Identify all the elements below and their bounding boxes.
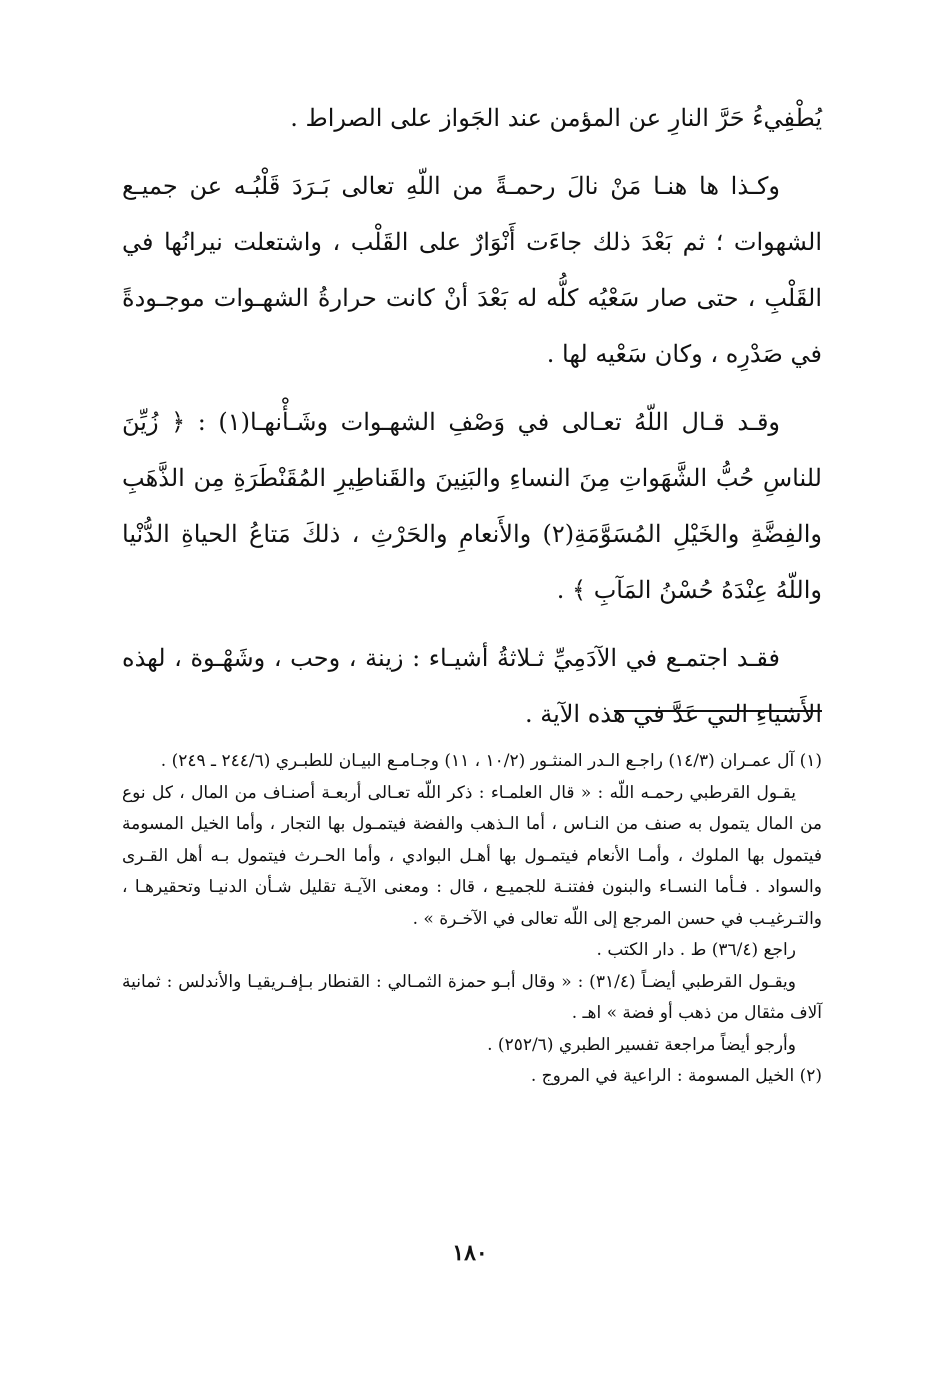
- footnotes: [122, 746, 822, 1093]
- footnote-1: (١) آل عمـران (١٤/٣) راجـع الـدر المنثـور (١٠/٢ ، ١١) وجـامـع البيـان للطبـري (٢٤٤/٦ ـ ٢٤٩) .: [160, 751, 822, 771]
- paragraph: وكـذا ها هنـا مَنْ نالَ رحمـةً من اللّهِ تعالى بَـرَدَ قَلْبُـه عن جميـع الشهوات ؛ ثم بَعْدَ ذلك جاءَت أَنْوَارٌ على القَلْب ، واشتعلت نيرانُها في القَلْبِ ، حتى صار سَعْيُه كلُّه له بَعْدَ أنْ كانت حرارةُ الشهـوات موجـودةً في صَدْرِه ، وكان سَعْيه لها .: [122, 172, 822, 368]
- paragraph: فقـد اجتمـع في الآدَمِيِّ ثـلاثةُ أشيـاء : زينة ، وحب ، وشَهْـوة ، لهذه الأَشياءِ التي عَدَّ في هذه الآية .: [122, 644, 822, 728]
- footnote-reference: وأرجو أيضاً مراجعة تفسير الطبري (٢٥٢/٦) .: [487, 1034, 796, 1055]
- footnote-quote: ويقـول القرطبي أيضـاً (٣١/٤) : « وقال أبـو حمزة الثمـالي : القنطار بـإفـريقيـا والأندلس : ثمانية آلاف مثقال من ذهب أو فضة » اهـ .: [122, 971, 822, 1023]
- footnote-quote: يقـول القرطبي رحمـه اللّه : « قال العلمـاء : ذكر اللّه تعـالى أربعـة أصنـاف من المال ، كل نوع من المال يتمول به صنف من النـاس ، أما الـذهب والفضة فيتمـول بها التجار ، وأما الخيل المسومة فيتمول بها الملوك ، وأمـا الأنعام فيتمـول بها أهـل البوادي ، وأما الحـرث فيتمول بـه أهل القـرى والسواد . فـأما النسـاء والبنون ففتنـة للجميـع ، قال : ومعنى الآيـة تقليل شـأن الدنيـا وتحقيرهـا ، والتـرغيـب في حسن المرجع إلى اللّه تعالى في الآخـرة » .: [122, 782, 822, 929]
- main-text: [122, 90, 822, 754]
- footnote-divider: [614, 710, 822, 712]
- paragraph: وقـد قـال اللّهُ تعـالى في وَصْفِ الشهـوات وشَـأْنهـا(١) : ﴿ زُيِّنَ للناسِ حُبُّ الشَّهَواتِ مِنَ النساءِ والبَنِينَ والقَناطِيرِ المُقَنْطَرَةِ مِن الذَّهَبِ والفِضَّةِ والخَيْلِ المُسَوَّمَةِ(٢) والأَنعامِ والحَرْثِ ، ذلكَ مَتاعُ الحياةِ الدُّنْيا واللّهُ عِنْدَهُ حُسْنُ المَآبِ ﴾ .: [122, 408, 822, 604]
- page-number: ١٨٠: [452, 1240, 488, 1266]
- footnote-reference: راجع (٣٦/٤) ط . دار الكتب .: [596, 940, 796, 960]
- footnote-2: (٢) الخيل المسومة : الراعية في المروج .: [530, 1066, 822, 1086]
- paragraph: يُطْفِيءُ حَرَّ النارِ عن المؤمن عند الجَواز على الصراط .: [290, 104, 822, 132]
